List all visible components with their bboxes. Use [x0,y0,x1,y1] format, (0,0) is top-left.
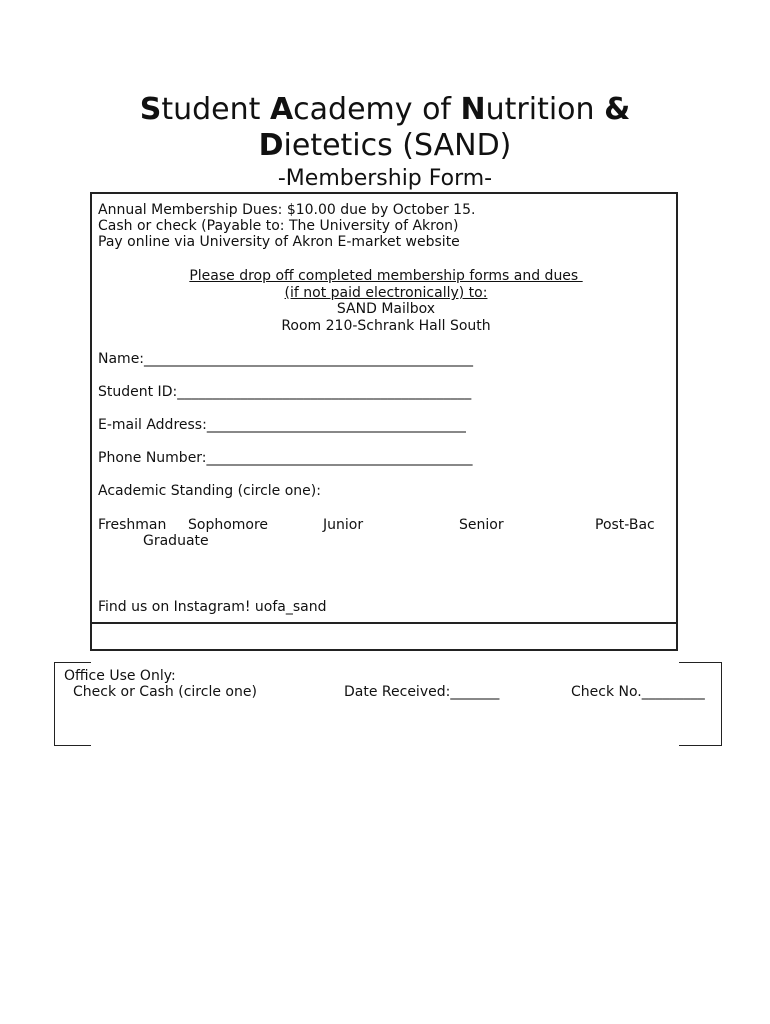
standing-option-junior[interactable]: Junior [323,517,364,533]
email-field[interactable]: E-mail Address:_____________________________________ [98,417,466,433]
title-word: utrition [485,92,605,127]
online-payment-line: Pay online via University of Akron E-market website [98,234,460,250]
office-use-label: Office Use Only: [64,668,176,684]
title-word: tudent [161,92,270,127]
standing-option-senior[interactable]: Senior [459,517,504,533]
dues-line: Annual Membership Dues: $10.00 due by October 15. [98,202,476,218]
payment-method-line: Cash or check (Payable to: The University of Akron) [98,218,459,234]
student-id-field[interactable]: Student ID:__________________________________________ [98,384,472,400]
phone-field[interactable]: Phone Number:______________________________________ [98,450,473,466]
mailbox-room: Room 210-Schrank Hall South [281,318,491,334]
date-received-field: Date Received:_______ [344,684,500,700]
title-initial: N [460,92,486,127]
check-or-cash-label: Check or Cash (circle one) [73,684,257,700]
title-initial: S [139,92,162,127]
academic-standing-label: Academic Standing (circle one): [98,483,321,499]
dropoff-condition: (if not paid electronically) to: [284,285,488,301]
office-use-box [54,662,722,746]
standing-option-post-bac[interactable]: Post-Bac [595,517,655,533]
title-word: ietetics (SAND) [283,128,512,163]
standing-option-sophomore[interactable]: Sophomore [188,517,269,533]
dropoff-instructions: Please drop off completed membership forms and dues [189,268,583,284]
form-subtitle: -Membership Form- [277,166,493,191]
instagram-note: Find us on Instagram! uofa_sand [98,599,327,615]
mailbox-name: SAND Mailbox [336,301,436,317]
title-word: cademy of [293,92,461,127]
check-number-field: Check No._________ [571,684,705,700]
title-initial: & [604,92,631,127]
name-field[interactable]: Name:_______________________________________________ [98,351,474,367]
title-line-1 [0,92,770,128]
office-box-right-bracket [679,662,722,746]
membership-form-box [90,192,678,651]
title-line-2 [0,128,770,164]
title-initial: D [258,128,284,163]
form-title [0,92,770,164]
standing-option-freshman[interactable]: Freshman [98,517,167,533]
form-divider [92,622,676,624]
title-initial: A [269,92,294,127]
standing-option-graduate[interactable]: Graduate [143,533,209,549]
